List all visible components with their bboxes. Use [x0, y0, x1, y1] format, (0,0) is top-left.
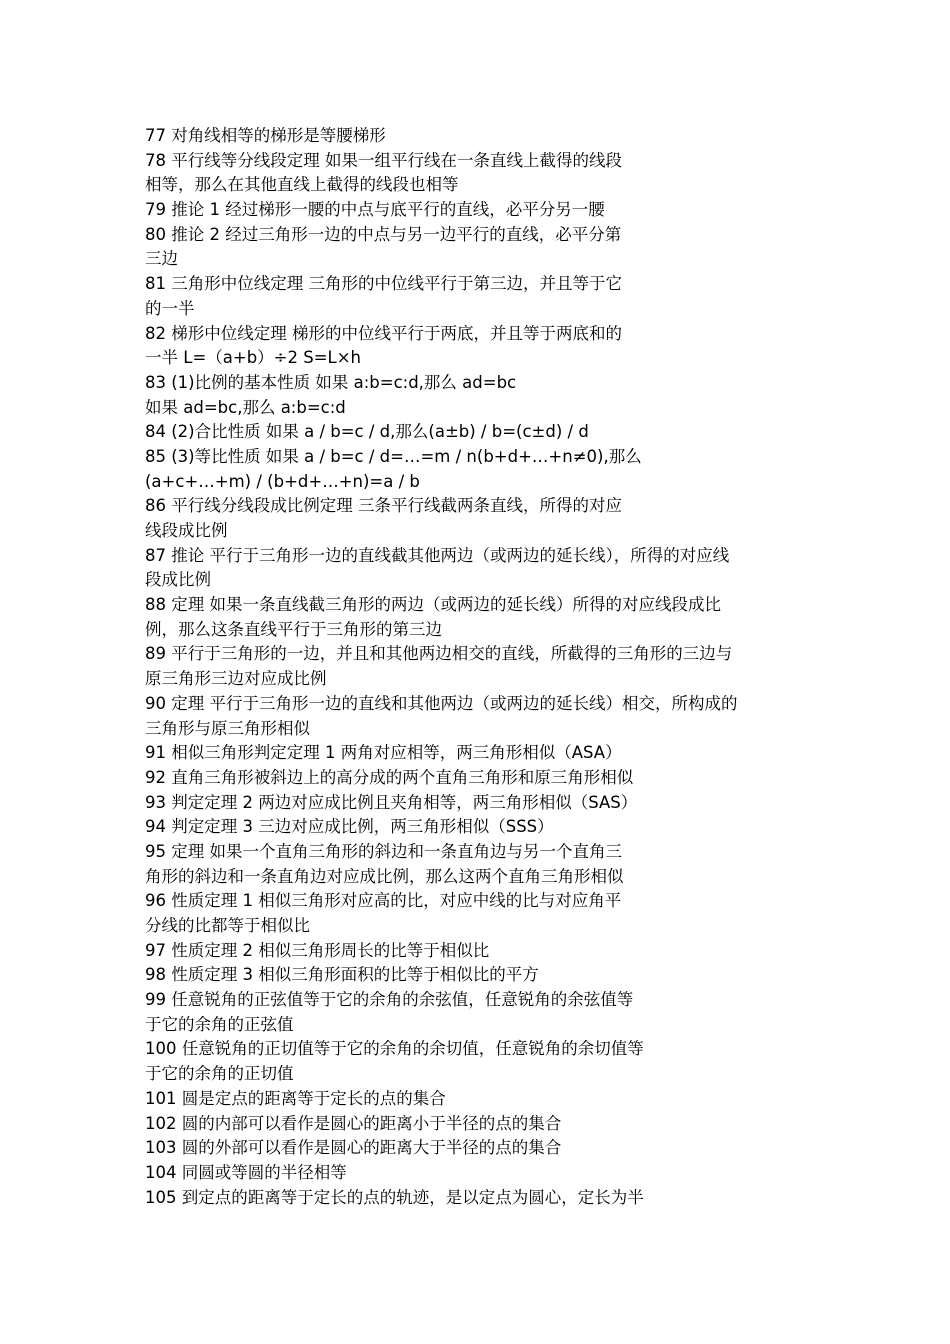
text-line: 105 到定点的距离等于定长的点的轨迹，是以定点为圆心，定长为半: [145, 1187, 644, 1207]
text-line: 92 直角三角形被斜边上的高分成的两个直角三角形和原三角形相似: [145, 767, 634, 787]
text-line: 98 性质定理 3 相似三角形面积的比等于相似比的平方: [145, 965, 539, 985]
text-line: 于它的余角的正切值: [145, 1064, 294, 1084]
text-line: 77 对角线相等的梯形是等腰梯形: [145, 126, 386, 145]
text-line: 87 推论 平行于三角形一边的直线截其他两边（或两边的延长线），所得的对应线: [145, 545, 730, 565]
text-line: 分线的比都等于相似比: [145, 916, 310, 935]
text-line: 82 梯形中位线定理 梯形的中位线平行于两底，并且等于两底和的: [145, 323, 622, 343]
text-line: 81 三角形中位线定理 三角形的中位线平行于第三边，并且等于它: [145, 274, 622, 294]
text-line: 线段成比例: [145, 521, 228, 540]
text-line: 86 平行线分线段成比例定理 三条平行线截两条直线，所得的对应: [145, 496, 622, 516]
text-line: 90 定理 平行于三角形一边的直线和其他两边（或两边的延长线）相交，所构成的: [145, 693, 738, 713]
text-line: 97 性质定理 2 相似三角形周长的比等于相似比: [145, 940, 490, 960]
text-line: 一半 L=（a+b）÷2 S=L×h: [145, 348, 362, 368]
text-line: 于它的余角的正弦值: [145, 1014, 294, 1034]
text-line: 例，那么这条直线平行于三角形的第三边: [145, 619, 442, 639]
text-line: 99 任意锐角的正弦值等于它的余角的余弦值，任意锐角的余弦值等: [145, 990, 634, 1010]
text-line: (a+c+…+m) / (b+d+…+n)=a / b: [145, 471, 420, 491]
theorem-text-block: [145, 124, 825, 1210]
text-line: 相等，那么在其他直线上截得的线段也相等: [145, 175, 459, 195]
text-line: 78 平行线等分线段定理 如果一组平行线在一条直线上截得的线段: [145, 150, 622, 170]
text-line: 94 判定定理 3 三边对应成比例，两三角形相似（SSS）: [145, 817, 554, 837]
text-line: 93 判定定理 2 两边对应成比例且夹角相等，两三角形相似（SAS）: [145, 792, 638, 812]
text-line: 如果 ad=bc,那么 a:b=c:d: [145, 397, 346, 417]
text-line: 95 定理 如果一个直角三角形的斜边和一条直角边与另一个直角三: [145, 841, 622, 861]
text-line: 三边: [145, 249, 178, 269]
text-line: 96 性质定理 1 相似三角形对应高的比，对应中线的比与对应角平: [145, 891, 622, 911]
text-line: 三角形与原三角形相似: [145, 718, 310, 738]
text-line: 100 任意锐角的正切值等于它的余角的余切值，任意锐角的余切值等: [145, 1039, 644, 1059]
text-line: 83 (1)比例的基本性质 如果 a:b=c:d,那么 ad=bc: [145, 372, 517, 392]
text-line: 原三角形三边对应成比例: [145, 669, 327, 689]
text-line: 段成比例: [145, 570, 211, 590]
text-line: 79 推论 1 经过梯形一腰的中点与底平行的直线，必平分另一腰: [145, 200, 605, 220]
text-line: 88 定理 如果一条直线截三角形的两边（或两边的延长线）所得的对应线段成比: [145, 595, 721, 615]
text-line: 91 相似三角形判定定理 1 两角对应相等，两三角形相似（ASA）: [145, 743, 622, 763]
text-line: 89 平行于三角形的一边，并且和其他两边相交的直线，所截得的三角形的三边与: [145, 644, 733, 664]
text-line: 84 (2)合比性质 如果 a / b=c / d,那么(a±b) / b=(c±d) / d: [145, 422, 589, 442]
text-line: 104 同圆或等圆的半径相等: [145, 1162, 347, 1182]
text-line: 的一半: [145, 298, 195, 318]
text-line: 103 圆的外部可以看作是圆心的距离大于半径的点的集合: [145, 1138, 562, 1158]
text-line: 80 推论 2 经过三角形一边的中点与另一边平行的直线，必平分第: [145, 224, 622, 244]
text-line: 角形的斜边和一条直角边对应成比例，那么这两个直角三角形相似: [145, 866, 624, 886]
text-line: 102 圆的内部可以看作是圆心的距离小于半径的点的集合: [145, 1113, 562, 1133]
text-line: 101 圆是定点的距离等于定长的点的集合: [145, 1088, 446, 1108]
text-line: 85 (3)等比性质 如果 a / b=c / d=…=m / n(b+d+…+n≠0),那么: [145, 446, 642, 466]
